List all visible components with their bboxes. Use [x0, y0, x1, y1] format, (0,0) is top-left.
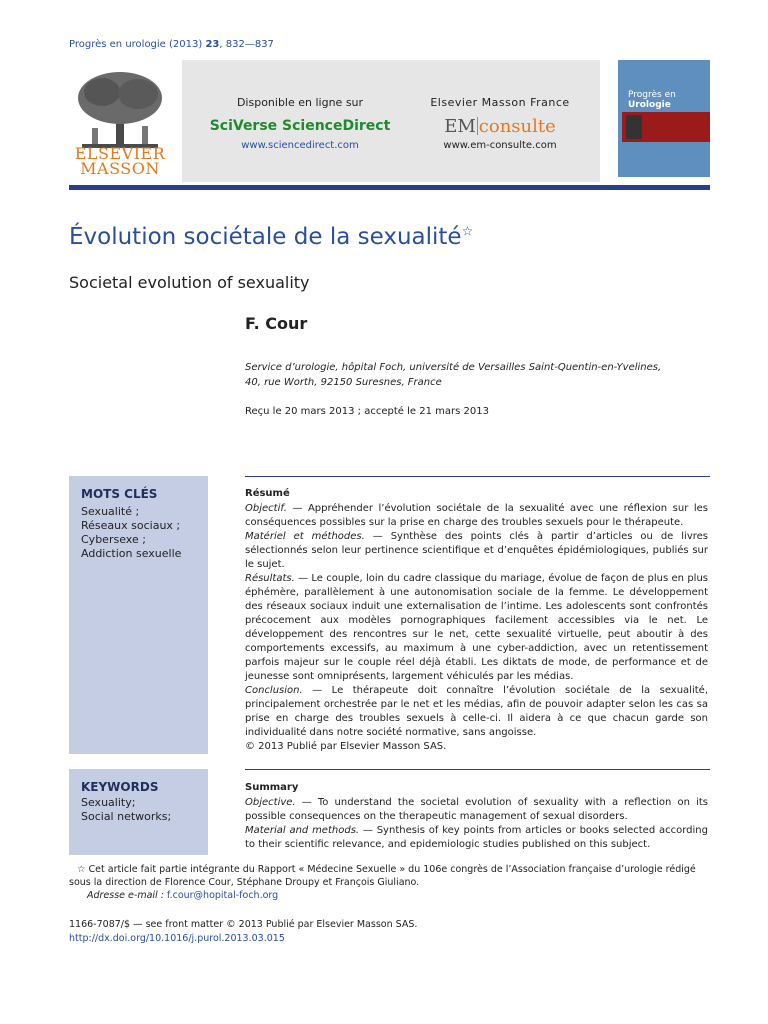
author-email — [87, 890, 278, 901]
keywords-box — [69, 769, 208, 855]
keyword-item: Social networks; — [81, 810, 172, 823]
resume-resultats — [245, 572, 708, 684]
footnote-star-icon[interactable]: ☆ — [461, 224, 474, 240]
mots-cles-box — [69, 476, 208, 754]
elsevier-tree-logo — [72, 70, 168, 150]
emconsulte-logo[interactable] — [420, 116, 580, 137]
em-part: EM — [444, 116, 476, 137]
email-label: Adresse e-mail : — [87, 890, 164, 901]
methodes-label: Matériel et méthodes. — [245, 531, 365, 542]
objectif-text: — Appréhender l’évolution sociétale de la sexualité avec une réflexion sur les conséquences possibles sur la prise en charge des troubles sexuels pour le thérapeute. — [245, 503, 708, 528]
logo-line-elsevier: ELSEVIER — [74, 144, 166, 163]
cover-title — [628, 90, 676, 110]
resume-body — [245, 502, 708, 754]
logo-line-masson: MASSON — [80, 159, 160, 178]
objective-text: — To understand the societal evolution of sexuality with a reflection on its possible consequences on the therapeutic management of sexual disorders. — [245, 797, 708, 822]
keyword-item: Sexualité ; — [81, 505, 140, 518]
affiliation-line-2: 40, rue Worth, 92150 Suresnes, France — [245, 377, 442, 388]
available-online-label: Disponible en ligne sur — [236, 96, 364, 109]
affiliation-line-1: Service d’urologie, hôpital Foch, université de Versailles Saint-Quentin-en-Yvelines, — [245, 362, 662, 373]
cover-photo — [626, 115, 642, 139]
keyword-item: Cybersexe ; — [81, 533, 146, 546]
resultats-label: Résultats. — [245, 573, 295, 584]
keywords-heading: KEYWORDS — [81, 780, 159, 794]
email-link[interactable]: f.cour@hopital-foch.org — [166, 890, 279, 901]
objectif-label: Objectif. — [245, 503, 287, 514]
consulte-part: consulte — [478, 116, 556, 137]
mots-cles-list — [81, 505, 181, 561]
journal-cover-image — [618, 60, 710, 177]
elsevier-masson-logo — [72, 146, 168, 176]
sciverse-sciencedirect-link[interactable]: SciVerse ScienceDirect — [209, 118, 391, 134]
resume-copyright: © 2013 Publié par Elsevier Masson SAS. — [245, 741, 447, 752]
journal-citation[interactable] — [69, 39, 274, 50]
keywords-list — [81, 796, 171, 824]
summary-heading: Summary — [245, 782, 299, 793]
title-footnote: ☆ Cet article fait partie intégrante du Rapport « Médecine Sexuelle » du 106e congrès de l’Association française d’urologie rédigé sous la direction de Florence Cour, Stéphane Droupy et François Giuliano. — [69, 864, 696, 888]
doi-link[interactable]: http://dx.doi.org/10.1016/j.purol.2013.03.015 — [69, 933, 285, 944]
cover-title-line1: Progrès en — [628, 90, 676, 100]
keyword-item: Sexuality; — [81, 796, 136, 809]
article-subtitle: Societal evolution of sexuality — [69, 273, 310, 292]
sciencedirect-url-link[interactable]: www.sciencedirect.com — [241, 140, 359, 151]
methodes-text: — Synthèse des points clés à partir d’articles ou de livres sélectionnés selon leur pertinence scientifique et d’enquêtes épidémiologiques, publiés sur le sujet. — [245, 531, 709, 570]
resume-heading: Résumé — [245, 488, 290, 499]
article-title-text: Évolution sociétale de la sexualité — [69, 224, 462, 250]
summary-rule — [245, 769, 710, 770]
author-name: F. Cour — [245, 314, 308, 333]
methods-text: — Synthesis of key points from articles or books selected according to their scientific relevance, and epidemiologic studies published on this subject. — [245, 825, 708, 850]
resultats-text: — Le couple, loin du cadre classique du mariage, évolue de façon de plus en plus éphémère, parallèlement à une autonomisation sociale de la femme. Le développement des réseaux sociaux induit une externalisation de l’intime. Les adolescents sont confrontés précocement aux modèles pornographiques facilement accessibles via le net. Le développement des rencontres sur le net, cette sexualité virtuelle, peut aboutir à des comportements excessifs, au maximum à une cyber-addiction, avec un retentissement parfois majeur sur le couple réel déjà établi. Les diktats de mode, de performance et de jeunesse sont omniprésents, largement véhiculés par les médias. — [245, 573, 708, 682]
resume-objectif — [245, 502, 708, 530]
citation-pages: , 832—837 — [219, 39, 274, 50]
methods-label: Material and methods. — [245, 825, 360, 836]
resume-conclusion — [245, 684, 708, 740]
header-rule — [69, 185, 710, 190]
summary-body — [245, 796, 708, 852]
author-affiliation — [245, 360, 685, 390]
article-title — [69, 224, 473, 250]
cover-title-line2: Urologie — [628, 100, 671, 110]
citation-volume: 23 — [205, 39, 220, 50]
publisher-label: Elsevier Masson France — [430, 96, 570, 109]
conclusion-text: — Le thérapeute doit connaître l’évolution sociétale de la sexualité, principalement orchestrée par le net et les médias, afin de pouvoir adapter selon les cas sa prise en charge des troubles sexuels à celle-ci. Il aidera à ce que chacun garde son individualité dans notre société normative, sans angoisse. — [245, 685, 708, 738]
citation-journal: Progrès en urologie (2013) — [69, 39, 203, 50]
summary-methods — [245, 824, 708, 852]
keyword-item: Réseaux sociaux ; — [81, 519, 181, 532]
conclusion-label: Conclusion. — [245, 685, 303, 696]
resume-rule — [245, 476, 710, 477]
objective-label: Objective. — [245, 797, 296, 808]
issn-line: 1166-7087/$ — see front matter © 2013 Publié par Elsevier Masson SAS. — [69, 919, 418, 930]
mots-cles-heading: MOTS CLÉS — [81, 487, 158, 501]
resume-methodes — [245, 530, 708, 572]
logo-divider — [477, 117, 478, 135]
keyword-item: Addiction sexuelle — [81, 547, 182, 560]
summary-objective — [245, 796, 708, 824]
received-dates: Reçu le 20 mars 2013 ; accepté le 21 mars 2013 — [245, 406, 489, 417]
emconsulte-url-link[interactable]: www.em-consulte.com — [443, 140, 557, 151]
